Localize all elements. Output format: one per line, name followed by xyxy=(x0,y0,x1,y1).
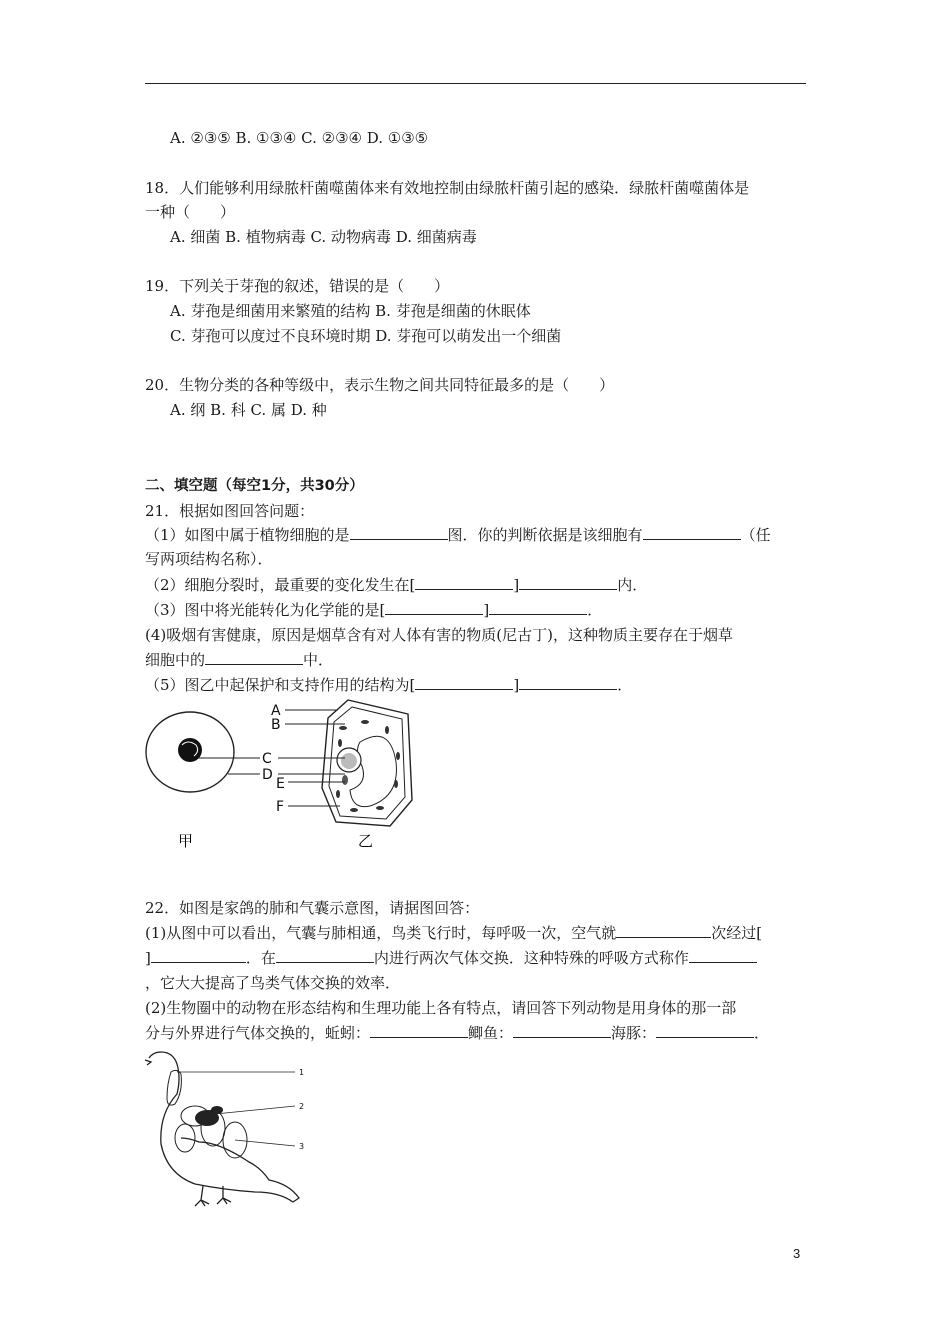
answer-blank[interactable] xyxy=(689,947,757,963)
label-1: 1 xyxy=(299,1068,305,1077)
header-rule xyxy=(145,83,806,84)
section-heading: 二、填空题（每空1分，共30分） xyxy=(145,478,364,494)
q22-part1-text-c: ] xyxy=(145,949,151,967)
label-b: B xyxy=(271,717,281,733)
q19-stem: 19．下列关于芽孢的叙述，错误的是（ ） xyxy=(145,277,450,295)
caption-jia: 甲 xyxy=(178,832,194,850)
q21-part2-text-c: 内． xyxy=(617,576,648,594)
q18-stem-line2: 一种（ ） xyxy=(145,203,236,221)
q21-part5-text-b: ] xyxy=(513,676,520,694)
lungs xyxy=(195,1106,223,1126)
q22-part1-text-d: ．在 xyxy=(245,949,276,967)
q22-part2-line1: (2)生物圈中的动物在形态结构和生理功能上各有特点，请回答下列动物是用身体的那一部 xyxy=(145,999,737,1017)
q21-part5 xyxy=(145,674,632,696)
answer-blank[interactable] xyxy=(513,1022,611,1038)
q21-part2-text-a: （2）细胞分裂时，最重要的变化发生在[ xyxy=(145,576,416,594)
plant-cell xyxy=(322,700,412,826)
q21-part4-line2 xyxy=(145,649,333,671)
q21-part4-line1: (4)吸烟有害健康，原因是烟草含有对人体有害的物质(尼古丁)，这种物质主要存在于烟草 xyxy=(145,626,733,644)
answer-blank[interactable] xyxy=(643,524,741,540)
answer-blank[interactable] xyxy=(656,1022,754,1038)
cell-diagram xyxy=(140,698,470,858)
q18-stem-line1: 18．人们能够利用绿脓杆菌噬菌体来有效地控制由绿脓杆菌引起的感染．绿脓杆菌噬菌体是 xyxy=(145,179,750,197)
q21-part3-text-b: ] xyxy=(483,601,490,619)
q22-part1-text-b: 次经过[ xyxy=(711,924,763,942)
caption-yi: 乙 xyxy=(358,832,374,850)
cell-labels xyxy=(262,703,285,815)
q21-part3-text-c: ． xyxy=(587,601,603,619)
q19-options-line1: A. 芽孢是细菌用来繁殖的结构 B. 芽孢是细菌的休眠体 xyxy=(170,302,531,320)
answer-blank[interactable] xyxy=(385,599,483,615)
animal-cell xyxy=(146,712,234,792)
q21-part1 xyxy=(145,524,771,546)
label-3: 3 xyxy=(299,1142,305,1151)
answer-blank[interactable] xyxy=(350,524,448,540)
label-d: D xyxy=(262,767,273,783)
answer-blank[interactable] xyxy=(519,674,617,690)
q22-part1-text-e: 内进行两次气体交换．这种特殊的呼吸方式称作 xyxy=(373,949,689,967)
q22-part1-line3: ，它大大提高了鸟类气体交换的效率． xyxy=(145,974,401,992)
q21-part4-text-b: 细胞中的 xyxy=(145,651,206,669)
answer-blank[interactable] xyxy=(489,599,587,615)
pigeon-diagram xyxy=(143,1048,323,1213)
label-e: E xyxy=(276,776,285,792)
answer-blank[interactable] xyxy=(415,674,513,690)
q21-part1-text-a: （1）如图中属于植物细胞的是 xyxy=(145,526,350,544)
q22-part2-line2 xyxy=(145,1022,769,1044)
q18-options: A. 细菌 B. 植物病毒 C. 动物病毒 D. 细菌病毒 xyxy=(170,228,477,246)
q22-part1-line2 xyxy=(145,947,757,969)
q21-part4-text-c: 中． xyxy=(303,651,334,669)
answer-blank[interactable] xyxy=(519,574,617,590)
q21-stem: 21．根据如图回答问题： xyxy=(145,502,315,520)
q20-stem: 20．生物分类的各种等级中，表示生物之间共同特征最多的是（ ） xyxy=(145,376,615,394)
answer-blank[interactable] xyxy=(151,947,246,963)
q21-part3 xyxy=(145,599,602,621)
q20-options: A. 纲 B. 科 C. 属 D. 种 xyxy=(170,401,327,419)
answer-blank[interactable] xyxy=(370,1022,468,1038)
q22-part2-text-c: 鲫鱼： xyxy=(468,1024,514,1042)
q17-options: A. ②③⑤ B. ①③④ C. ②③④ D. ①③⑤ xyxy=(170,129,429,147)
pigeon-labels xyxy=(299,1068,304,1151)
q21-part2 xyxy=(145,574,647,596)
page-number: 3 xyxy=(793,1246,801,1261)
label-2: 2 xyxy=(299,1102,305,1111)
label-c: C xyxy=(262,751,272,767)
q21-part1-text-c: （任 xyxy=(740,526,771,544)
q21-part1-text-b: 图．你的判断依据是该细胞有 xyxy=(447,526,643,544)
answer-blank[interactable] xyxy=(276,947,374,963)
q21-part2-text-b: ] xyxy=(513,576,520,594)
q22-part2-text-e: ． xyxy=(754,1024,770,1042)
q21-part5-text-c: ． xyxy=(617,676,633,694)
q21-part5-text-a: （5）图乙中起保护和支持作用的结构为[ xyxy=(145,676,416,694)
q19-options-line2: C. 芽孢可以度过不良环境时期 D. 芽孢可以萌发出一个细菌 xyxy=(170,327,562,345)
q22-stem: 22．如图是家鸽的肺和气囊示意图，请据图回答： xyxy=(145,899,480,917)
answer-blank[interactable] xyxy=(415,574,513,590)
label-a: A xyxy=(271,703,281,719)
q22-part2-text-d: 海豚： xyxy=(611,1024,657,1042)
answer-blank[interactable] xyxy=(616,922,711,938)
q22-part1-line1 xyxy=(145,922,762,944)
q21-part1-cont: 写两项结构名称）． xyxy=(145,550,273,568)
pigeon-outline xyxy=(145,1052,299,1206)
answer-blank[interactable] xyxy=(205,649,303,665)
q22-part1-text-a: (1)从图中可以看出，气囊与肺相通，鸟类飞行时，每呼吸一次，空气就 xyxy=(145,924,617,942)
q22-part2-text-b: 分与外界进行气体交换的，蚯蚓： xyxy=(145,1024,371,1042)
q21-part3-text-a: （3）图中将光能转化为化学能的是[ xyxy=(145,601,386,619)
label-f: F xyxy=(276,799,285,815)
